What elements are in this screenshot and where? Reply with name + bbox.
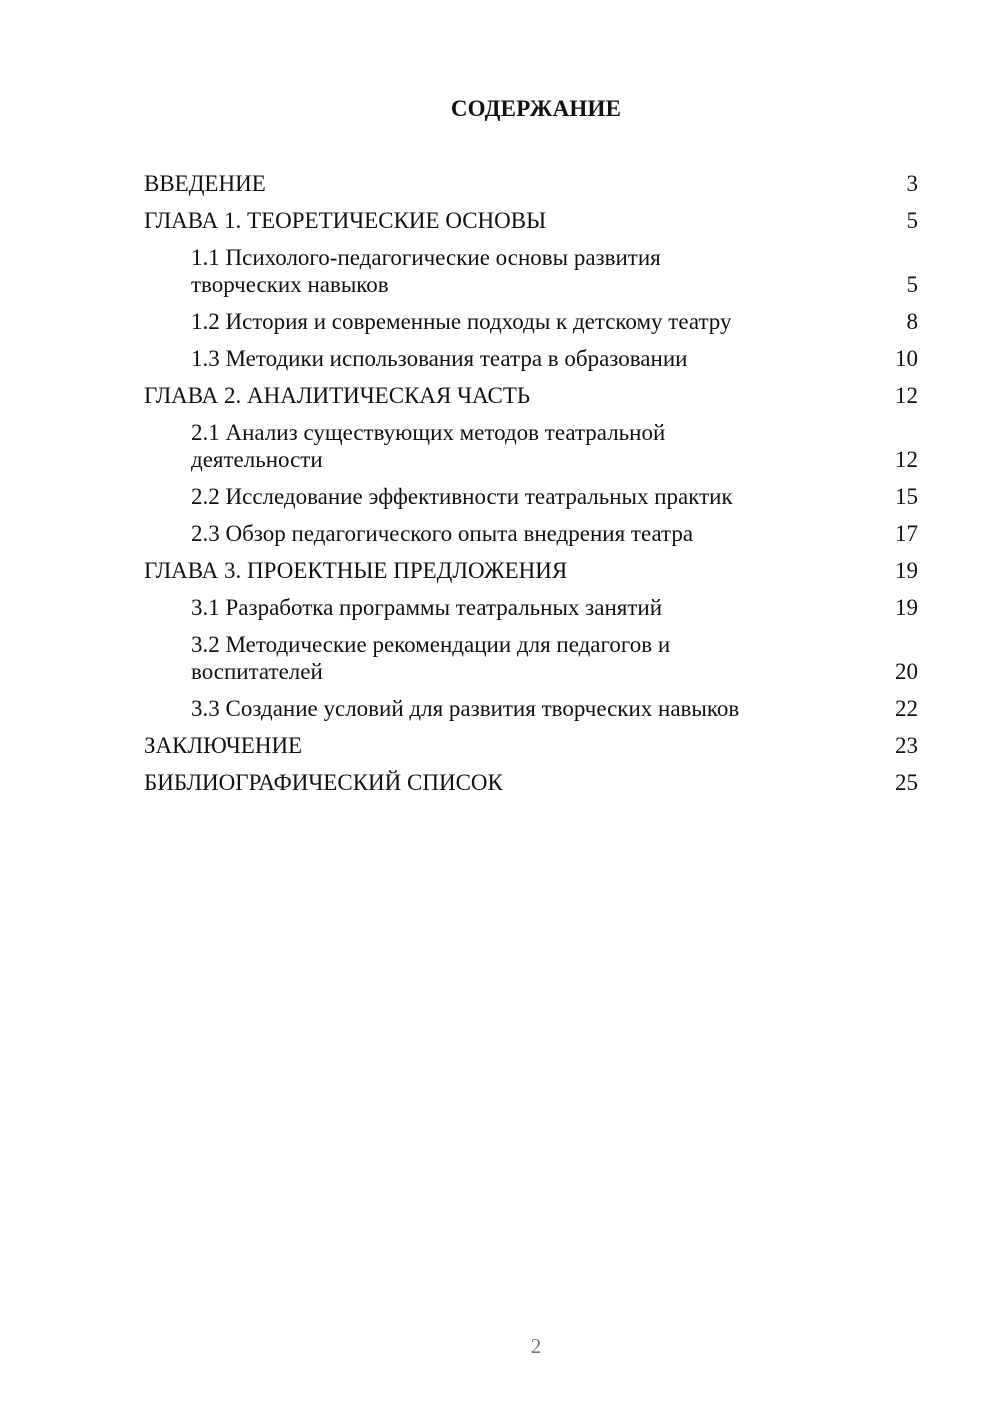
toc-section-entry[interactable] (144, 695, 918, 722)
toc-chapter-entry[interactable] (144, 170, 918, 197)
toc-entry-page: 12 (895, 447, 918, 472)
page-number: 2 (530, 1334, 542, 1358)
toc-chapter-entry[interactable] (144, 382, 918, 409)
toc-chapter-entry[interactable] (144, 557, 918, 584)
toc-entry-page: 8 (906, 309, 918, 334)
toc-entry-label: 2.1 Анализ существующих методов театральной деятельности (191, 420, 666, 472)
toc-section-entry[interactable] (144, 631, 918, 685)
toc-title: СОДЕРЖАНИЕ (450, 96, 622, 121)
toc-entry-page: 19 (895, 595, 918, 620)
toc-entry-page: 20 (895, 659, 918, 684)
toc-entry-page: 12 (895, 383, 918, 408)
toc-entry-page: 10 (895, 346, 918, 371)
toc-entry-label: 3.1 Разработка программы театральных занятий (191, 595, 663, 620)
toc-entry-label: ГЛАВА 3. ПРОЕКТНЫЕ ПРЕДЛОЖЕНИЯ (144, 558, 568, 583)
toc-entry-page: 23 (895, 733, 918, 758)
toc-entry-page: 5 (906, 208, 918, 233)
toc-section-entry[interactable] (144, 345, 918, 372)
toc-entry-label: ГЛАВА 1. ТЕОРЕТИЧЕСКИЕ ОСНОВЫ (144, 208, 547, 233)
toc-chapter-entry[interactable] (144, 769, 918, 796)
toc-chapter-entry[interactable] (144, 207, 918, 234)
table-of-contents (144, 170, 918, 806)
toc-entry-page: 17 (895, 521, 918, 546)
toc-section-entry[interactable] (144, 594, 918, 621)
toc-entry-label: ЗАКЛЮЧЕНИЕ (144, 733, 303, 758)
toc-entry-page: 15 (895, 484, 918, 509)
toc-section-entry[interactable] (144, 520, 918, 547)
toc-entry-label: 3.3 Создание условий для развития творческих навыков (191, 696, 740, 721)
toc-entry-page: 22 (895, 696, 918, 721)
toc-entry-label: 2.3 Обзор педагогического опыта внедрения театра (191, 521, 694, 546)
toc-entry-label: ВВЕДЕНИЕ (144, 171, 266, 196)
toc-section-entry[interactable] (144, 244, 918, 298)
toc-entry-page: 25 (895, 770, 918, 795)
toc-section-entry[interactable] (144, 308, 918, 335)
toc-entry-page: 5 (906, 272, 918, 297)
toc-entry-label: 3.2 Методические рекомендации для педагогов и воспитателей (191, 632, 671, 684)
toc-entry-label: 1.2 История и современные подходы к детскому театру (191, 309, 732, 334)
toc-section-entry[interactable] (144, 483, 918, 510)
toc-entry-label: 2.2 Исследование эффективности театральных практик (191, 484, 733, 509)
toc-entry-page: 19 (895, 558, 918, 583)
toc-chapter-entry[interactable] (144, 732, 918, 759)
toc-entry-label: 1.1 Психолого-педагогические основы развития творческих навыков (191, 245, 661, 297)
toc-entry-page: 3 (906, 171, 918, 196)
toc-entry-label: 1.3 Методики использования театра в образовании (191, 346, 688, 371)
toc-entry-label: БИБЛИОГРАФИЧЕСКИЙ СПИСОК (144, 770, 503, 795)
toc-section-entry[interactable] (144, 419, 918, 473)
toc-entry-label: ГЛАВА 2. АНАЛИТИЧЕСКАЯ ЧАСТЬ (144, 383, 531, 408)
